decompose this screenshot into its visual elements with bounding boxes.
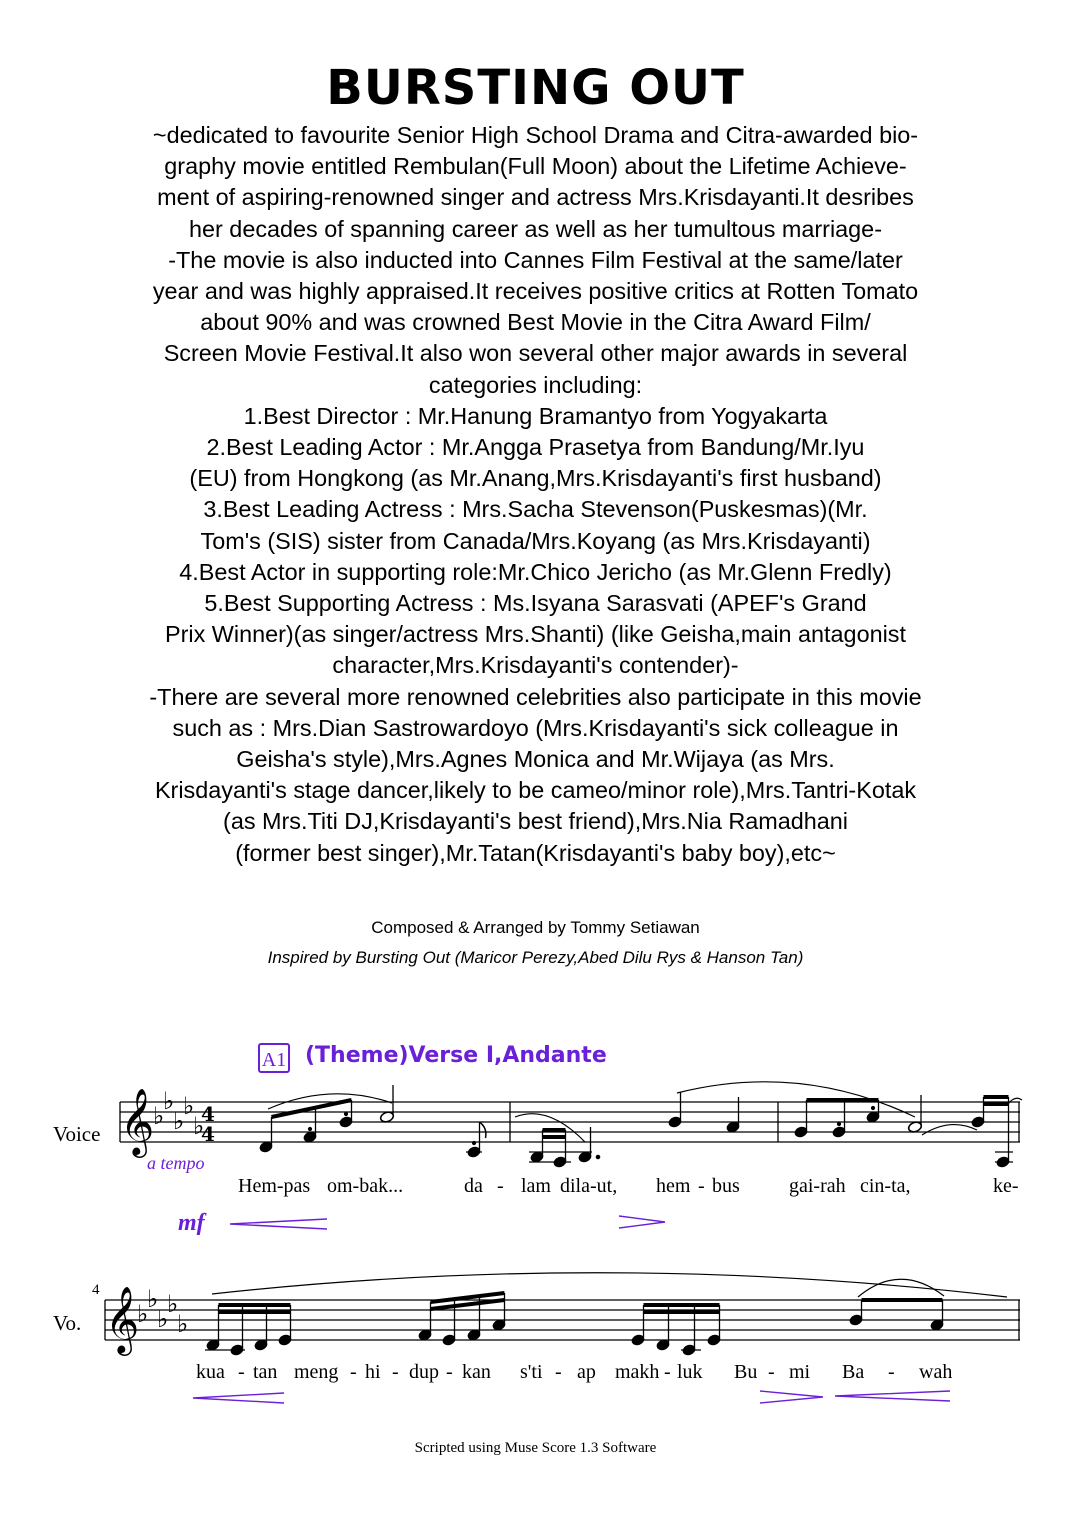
lyric: tan [253,1361,278,1383]
instrument-short-name: Vo. [53,1311,82,1335]
dedication-line: (former best singer),Mr.Tatan(Krisdayanti's baby boy),etc~ [235,839,836,866]
lyric: om-bak... [327,1175,404,1197]
tempo-text: a tempo [147,1153,205,1173]
hairpins [230,1216,665,1229]
svg-text:♭: ♭ [183,1092,195,1120]
lyric-hyphen: - [497,1175,504,1197]
lyric: cin-ta, [860,1175,911,1197]
lyric: hi [365,1361,381,1383]
svg-text:♭: ♭ [137,1300,149,1328]
dedication-line: (as Mrs.Titi DJ,Krisdayanti's best friend),Mrs.Nia Ramadhani [223,808,848,835]
lyric: da [464,1175,483,1197]
dedication-line: 5.Best Supporting Actress : Ms.Isyana Sarasvati (APEF's Grand [204,590,867,617]
lyric: lam [521,1175,551,1197]
dedication-line: categories including: [428,371,643,398]
dedication-line: her decades of spanning career as well as her tumultous marriage- [189,215,882,242]
lyric: Bu [734,1361,758,1383]
svg-text:♭: ♭ [173,1107,185,1135]
lyric: s'ti [520,1361,543,1383]
lyric: bus [712,1175,740,1197]
hairpins [193,1391,950,1403]
dedication-line: graphy movie entitled Rembulan(Full Moon) about the Lifetime Achieve- [164,153,907,180]
lyric: meng [294,1361,339,1383]
dedication-line: 4.Best Actor in supporting role:Mr.Chico Jericho (as Mr.Glenn Fredly) [179,558,892,585]
dedication-line: about 90% and was crowned Best Movie in the Citra Award Film/ [200,309,871,336]
dedication-line: Prix Winner)(as singer/actress Mrs.Shanti) (like Geisha,main antagonist [165,621,906,648]
lyric-hyphen: - [698,1175,705,1197]
lyric-hyphen: - [664,1361,671,1383]
dedication-line: -The movie is also inducted into Cannes Film Festival at the same/later [168,246,903,273]
lyric: mi [789,1361,811,1383]
treble-clef: 𝄞 [105,1285,140,1353]
treble-clef: 𝄞 [120,1087,155,1155]
lyric-hyphen: - [238,1361,245,1383]
lyric: kan [462,1361,491,1383]
svg-text:♭: ♭ [157,1305,169,1333]
time-signature [201,1102,215,1146]
lyric-hyphen: - [446,1361,453,1383]
dedication-line: Screen Movie Festival.It also won several other major awards in several [163,340,908,367]
dedication-line: such as : Mrs.Dian Sastrowardoyo (Mrs.Krisdayanti's sick colleague in [172,714,899,741]
dedication-line: Geisha's style),Mrs.Agnes Monica and Mr.Wijaya (as Mrs. [236,746,835,773]
measure-number: 4 [92,1282,100,1298]
lyric: luk [677,1361,703,1383]
dedication-line: ~dedicated to favourite Senior High School Drama and Citra-awarded bio- [152,122,919,148]
svg-text:♭: ♭ [147,1285,159,1313]
lyric-hyphen: - [350,1361,357,1383]
footer-credit: Scripted using Muse Score 1.3 Software [414,1440,657,1456]
dedication-line: 2.Best Leading Actor : Mr.Angga Prasetya from Bandung/Mr.Iyu [206,434,865,461]
notes-measure-4 [205,1273,1007,1357]
dynamic-mark: mf [178,1210,205,1236]
svg-text:♭: ♭ [167,1290,179,1318]
dedication-line: character,Mrs.Krisdayanti's contender)- [332,652,739,679]
score-title: BURSTING OUT [326,60,745,116]
composer-credit: Composed & Arranged by Tommy Setiawan [371,918,700,937]
lyric: Hem-pas [238,1175,311,1197]
svg-text:♭: ♭ [163,1087,175,1115]
inspiration-credit: Inspired by Bursting Out (Maricor Perezy,Abed Dilu Rys & Hanson Tan) [267,948,804,967]
lyric: dila-ut, [560,1175,618,1197]
dedication-line: year and was highly appraised.It receives positive critics at Rotten Tomato [152,278,919,305]
lyric: kua [196,1361,225,1383]
lyric: wah [919,1361,953,1383]
notes-measure-2 [515,1082,915,1168]
dedication-line: Tom's (SIS) sister from Canada/Mrs.Koyang (as Mrs.Krisdayanti) [200,527,871,554]
lyric: gai-rah [789,1175,846,1197]
svg-text:4: 4 [201,1122,215,1146]
lyric-hyphen: - [888,1361,895,1383]
lyric: makh [615,1361,660,1383]
svg-text:♭: ♭ [177,1310,189,1338]
lyric: ap [577,1361,596,1383]
dedication-line: 1.Best Director : Mr.Hanung Bramantyo from Yogyakarta [243,402,828,429]
svg-text:♭: ♭ [193,1112,205,1140]
svg-text:♭: ♭ [153,1102,165,1130]
lyric-hyphen: - [768,1361,775,1383]
lyric: Ba [842,1361,865,1383]
svg-text:4: 4 [201,1102,215,1126]
lyric: hem [656,1175,691,1197]
dedication-line: ment of aspiring-renowned singer and actress Mrs.Krisdayanti.It desribes [157,184,914,211]
lyric-hyphen: - [555,1361,562,1383]
dedication-line: (EU) from Hongkong (as Mr.Anang,Mrs.Krisdayanti's first husband) [189,465,882,492]
dedication-line: 3.Best Leading Actress : Mrs.Sacha Stevenson(Puskesmas)(Mr. [203,496,868,523]
lyric: ke- [993,1175,1019,1197]
rehearsal-mark: A1 [258,1043,290,1073]
lyric: dup [409,1361,439,1383]
dedication-line: -There are several more renowned celebrities also participate in this movie [149,683,922,710]
lyric-hyphen: - [392,1361,399,1383]
staff-lines [120,1102,1020,1142]
dedication-line: Krisdayanti's stage dancer,likely to be cameo/minor role),Mrs.Tantri-Kotak [154,777,917,804]
section-title: (Theme)Verse I,Andante [305,1043,607,1068]
instrument-name: Voice [53,1122,101,1146]
